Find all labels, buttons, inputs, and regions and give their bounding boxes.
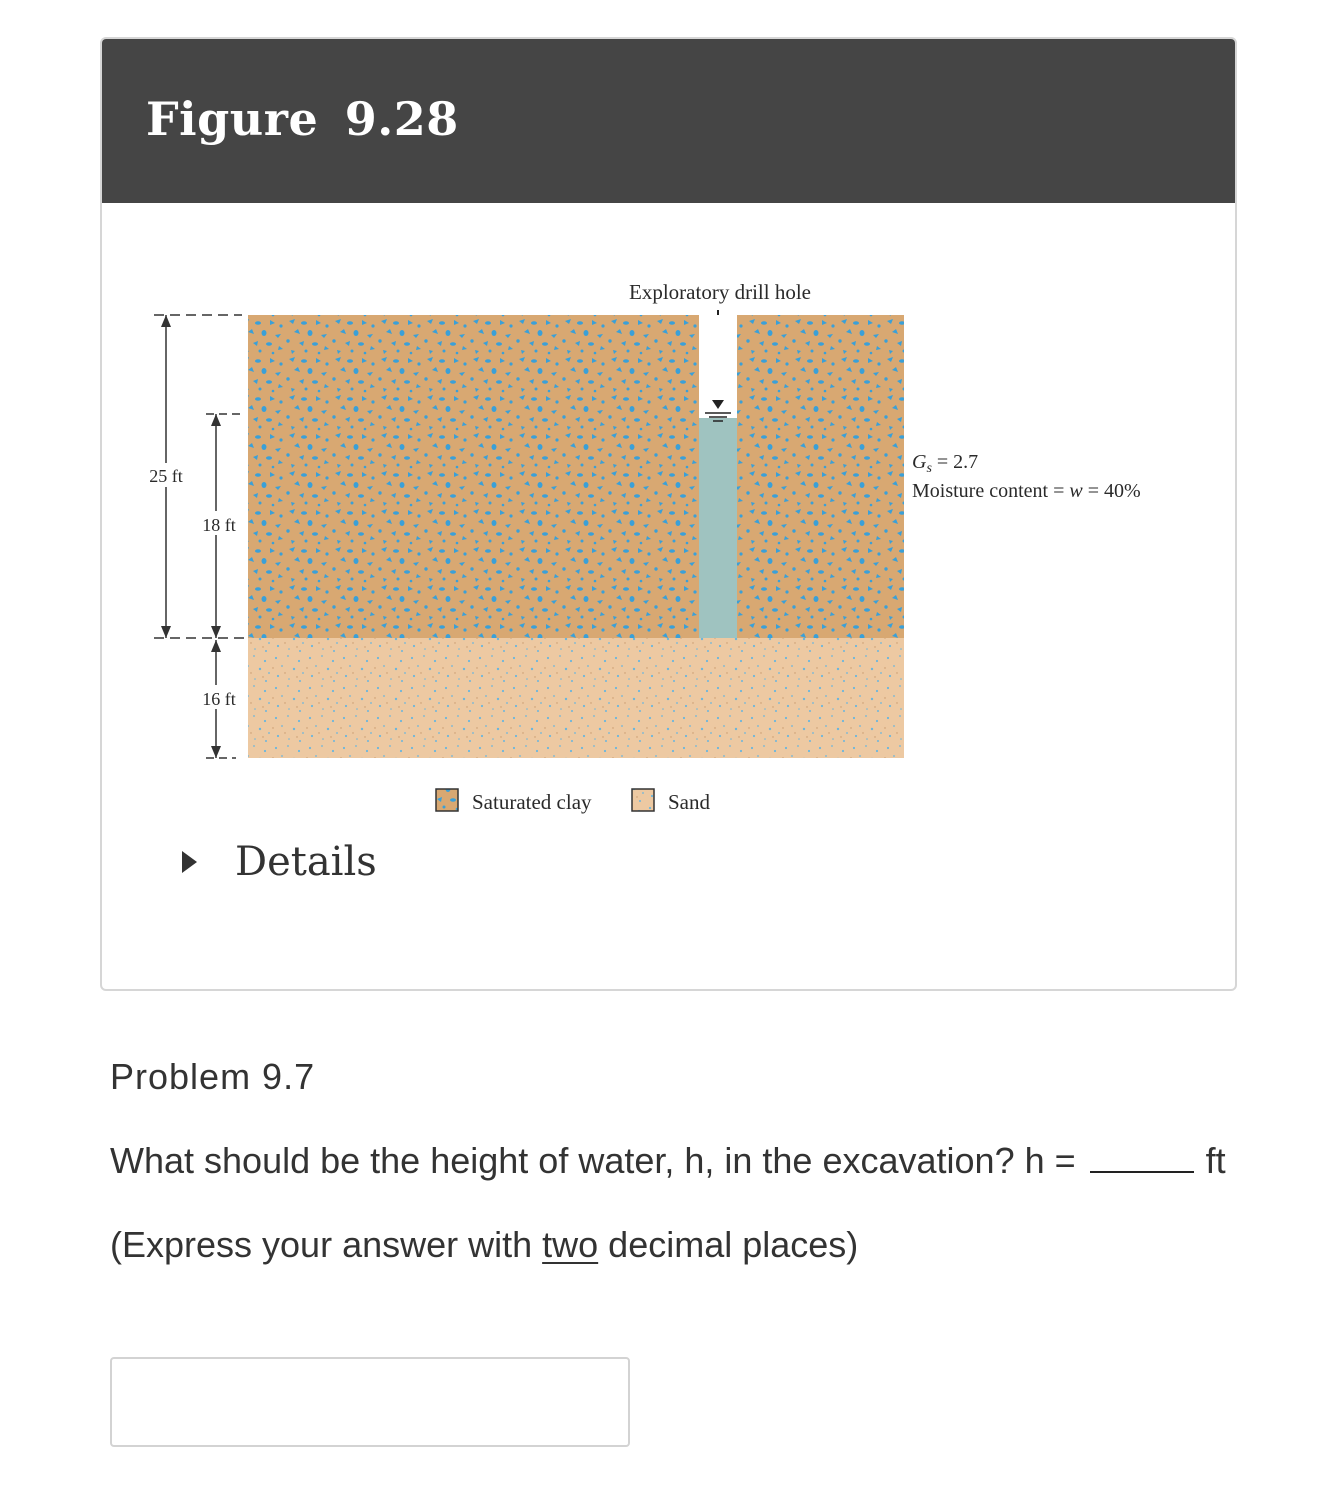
water-column (699, 418, 737, 638)
hint-emphasis: two (542, 1224, 599, 1265)
legend (436, 789, 711, 814)
drill-hole-label: Exploratory drill hole (629, 280, 811, 304)
problem-title: Problem 9.7 (110, 1056, 316, 1097)
hint-prefix: (Express your answer with (110, 1224, 543, 1265)
saturated-clay-layer (248, 315, 904, 638)
figure-header (102, 39, 1235, 203)
question-prompt: What should be the height of water, h, in the excavation? h = (110, 1140, 1076, 1181)
answer-hint (110, 1224, 858, 1266)
legend-sand-swatch (632, 789, 654, 811)
dim-clay-label: 18 ft (202, 515, 236, 535)
sand-layer (248, 638, 904, 758)
legend-clay-label: Saturated clay (472, 790, 592, 814)
figure-title: Figure 9.28 (146, 92, 459, 146)
answer-blank (1090, 1145, 1194, 1173)
hint-suffix: decimal places) (598, 1224, 859, 1265)
details-label: Details (235, 839, 377, 885)
legend-sand-label: Sand (668, 790, 710, 814)
question-text (110, 1140, 1226, 1182)
caret-right-icon (182, 851, 197, 873)
figure-card (100, 37, 1237, 991)
moisture-content-label: Moisture content = w = 40% (912, 480, 1141, 502)
dim-total-label: 25 ft (149, 466, 183, 486)
unit-label: ft (1205, 1140, 1226, 1181)
answer-input[interactable] (110, 1357, 630, 1447)
dim-sand-label: 16 ft (202, 689, 236, 709)
legend-clay-swatch (436, 789, 458, 811)
details-toggle[interactable] (182, 837, 377, 887)
specific-gravity-label: $G_s = 2.7$ (912, 451, 979, 476)
soil-profile-diagram (102, 203, 1235, 823)
